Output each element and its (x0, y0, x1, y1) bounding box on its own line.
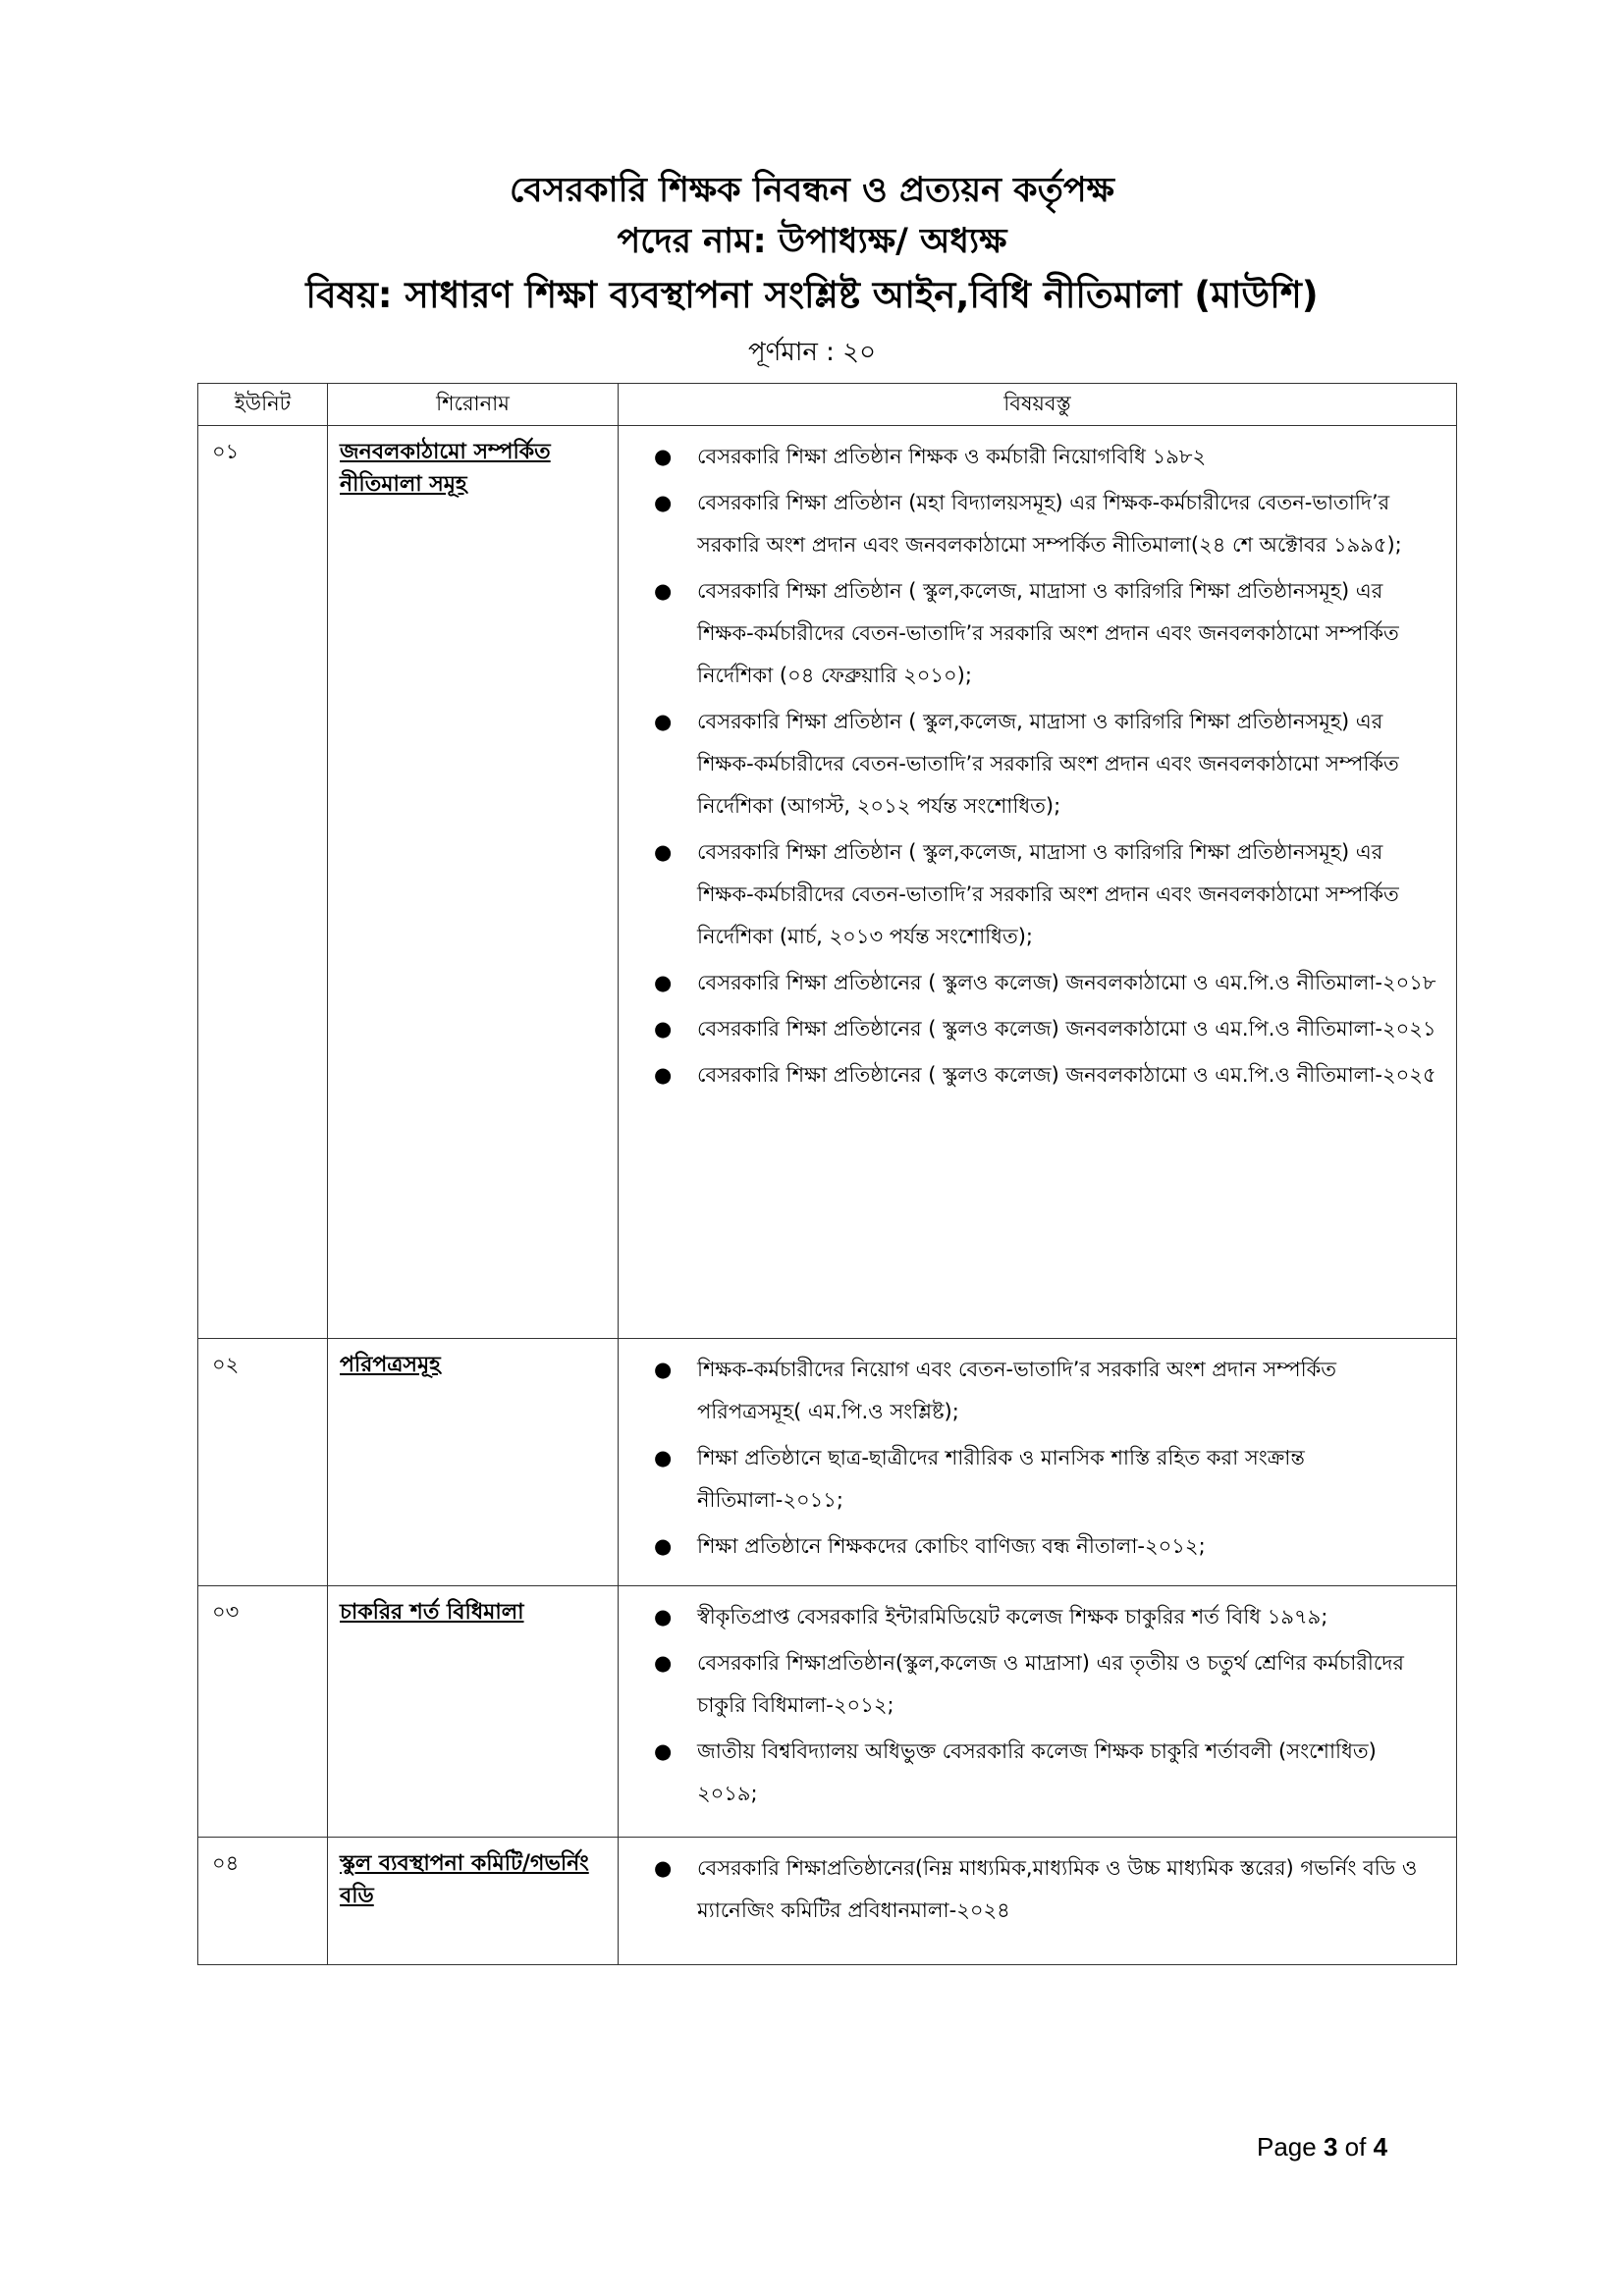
content-cell (619, 1838, 1457, 1965)
content-cell (619, 1339, 1457, 1586)
list-item-text: বেসরকারি শিক্ষা প্রতিষ্ঠান ( স্কুল,কলেজ, মাদ্রাসা ও কারিগরি শিক্ষা প্রতিষ্ঠানসমূহ) এর শিক্ষক-কর্মচারীদের বেতন-ভাতাদি’র সরকারি অংশ প্রদান এবং জনবলকাঠামো সম্পর্কিত নির্দেশিকা (আগস্ট, ২০১২ পর্যন্ত সংশোধিত); (697, 710, 1399, 818)
unit-cell: ০২ (198, 1339, 328, 1586)
list-item (638, 482, 1442, 566)
bullet-icon: ● (654, 1017, 673, 1041)
list-item (638, 570, 1442, 697)
page-label: Page (1257, 2132, 1317, 2162)
bullet-icon: ● (654, 1856, 673, 1880)
list-item-text: বেসরকারি শিক্ষা প্রতিষ্ঠানের ( স্কুলও কলেজ) জনবলকাঠামো ও এম.পি.ও নীতিমালা-২০১৮ (697, 971, 1436, 994)
list-item (638, 1525, 1442, 1568)
unit-cell: ০৪ (198, 1838, 328, 1965)
list-item-text: স্বীকৃতিপ্রাপ্ত বেসরকারি ইন্টারমিডিয়েট কলেজ শিক্ষক চাকুরির শর্ত বিধি ১৯৭৯; (697, 1605, 1328, 1629)
list-item (638, 962, 1442, 1004)
list-item (638, 1054, 1442, 1096)
bullet-icon: ● (654, 840, 673, 864)
bullet-icon: ● (654, 579, 673, 603)
content-list (638, 436, 1442, 1096)
unit-cell: ০১ (198, 426, 328, 1339)
list-item (638, 1642, 1442, 1727)
list-item-text: বেসরকারি শিক্ষাপ্রতিষ্ঠানের(নিম্ন মাধ্যমিক,মাধ্যমিক ও উচ্চ মাধ্যমিক স্তরের) গভর্নিং বডি ও ম্যানেজিং কমিটির প্রবিধানমালা-২০২৪ (697, 1856, 1418, 1922)
content-cell (619, 426, 1457, 1339)
bullet-icon: ● (654, 1605, 673, 1629)
title-cell (328, 1586, 619, 1838)
list-item-text: শিক্ষক-কর্মচারীদের নিয়োগ এবং বেতন-ভাতাদি’র সরকারি অংশ প্রদান সম্পর্কিত পরিপত্রসমূহ( এম.পি.ও সংশ্লিষ্ট); (697, 1358, 1337, 1423)
title-cell (328, 1838, 619, 1965)
list-item-text: বেসরকারি শিক্ষা প্রতিষ্ঠানের ( স্কুলও কলেজ) জনবলকাঠামো ও এম.পি.ও নীতিমালা-২০২৫ (697, 1063, 1436, 1087)
full-marks: পূর্ণমান : ২০ (748, 338, 876, 367)
list-item (638, 1847, 1442, 1932)
table-header-row (198, 384, 1457, 426)
page-footer (1257, 2132, 1387, 2163)
page-total: 4 (1373, 2132, 1388, 2162)
bullet-icon: ● (654, 710, 673, 733)
content-list (638, 1847, 1442, 1932)
title-cell (328, 1339, 619, 1586)
section-title: চাকরির শর্ত বিধিমালা (340, 1600, 524, 1625)
table-row (198, 1586, 1457, 1838)
content-cell (619, 1586, 1457, 1838)
bullet-icon: ● (654, 1446, 673, 1469)
list-item (638, 1596, 1442, 1638)
page-number: 3 (1323, 2132, 1338, 2162)
list-item (638, 831, 1442, 958)
list-item (638, 1349, 1442, 1433)
content-list (638, 1349, 1442, 1568)
list-item (638, 701, 1442, 828)
table-row (198, 426, 1457, 1339)
list-item-text: বেসরকারি শিক্ষা প্রতিষ্ঠান ( স্কুল,কলেজ, মাদ্রাসা ও কারিগরি শিক্ষা প্রতিষ্ঠানসমূহ) এর শিক্ষক-কর্মচারীদের বেতন-ভাতাদি’র সরকারি অংশ প্রদান এবং জনবলকাঠামো সম্পর্কিত নির্দেশিকা (মার্চ, ২০১৩ পর্যন্ত সংশোধিত); (697, 840, 1399, 948)
list-item (638, 1437, 1442, 1522)
section-title: জনবলকাঠামো সম্পর্কিত নীতিমালা সমূহ (340, 440, 551, 497)
bullet-icon: ● (654, 491, 673, 514)
header-unit: ইউনিট (198, 384, 328, 426)
list-item-text: জাতীয় বিশ্ববিদ্যালয় অধিভুক্ত বেসরকারি কলেজ শিক্ষক চাকুরি শর্তাবলী (সংশোধিত) ২০১৯; (697, 1739, 1377, 1805)
header-title: শিরোনাম (328, 384, 619, 426)
title-cell (328, 426, 619, 1339)
list-item (638, 1731, 1442, 1815)
bullet-icon: ● (654, 971, 673, 994)
syllabus-table (197, 383, 1457, 1965)
bullet-icon: ● (654, 1063, 673, 1087)
bullet-icon: ● (654, 1739, 673, 1763)
list-item-text: বেসরকারি শিক্ষা প্রতিষ্ঠান (মহা বিদ্যালয়সমূহ) এর শিক্ষক-কর্মচারীদের বেতন-ভাতাদি’র সরকারি অংশ প্রদান এবং জনবলকাঠামো সম্পর্কিত নীতিমালা(২৪ শে অক্টোবর ১৯৯৫); (697, 491, 1402, 557)
list-item-text: শিক্ষা প্রতিষ্ঠানে শিক্ষকদের কোচিং বাণিজ্য বন্ধ নীতালা-২০১২; (697, 1534, 1206, 1558)
unit-cell: ০৩ (198, 1586, 328, 1838)
table-row (198, 1339, 1457, 1586)
section-title: স্কুল ব্যবস্থাপনা কমিটি/গভর্নিং বডি (340, 1851, 589, 1908)
of-label: of (1344, 2132, 1367, 2162)
table-row (198, 1838, 1457, 1965)
section-title: পরিপত্রসমূহ (340, 1353, 441, 1377)
list-item (638, 1008, 1442, 1050)
bullet-icon: ● (654, 1651, 673, 1675)
bullet-icon: ● (654, 445, 673, 468)
list-item-text: বেসরকারি শিক্ষা প্রতিষ্ঠান ( স্কুল,কলেজ, মাদ্রাসা ও কারিগরি শিক্ষা প্রতিষ্ঠানসমূহ) এর শিক্ষক-কর্মচারীদের বেতন-ভাতাদি’র সরকারি অংশ প্রদান এবং জনবলকাঠামো সম্পর্কিত নির্দেশিকা (০৪ ফেব্রুয়ারি ২০১০); (697, 579, 1399, 687)
bullet-icon: ● (654, 1534, 673, 1558)
list-item (638, 436, 1442, 478)
subject-title: বিষয়: সাধারণ শিক্ষা ব্যবস্থাপনা সংশ্লিষ্ট আইন,বিধি নীতিমালা (মাউশি) (305, 274, 1319, 316)
document-header (0, 165, 1624, 375)
list-item-text: বেসরকারি শিক্ষাপ্রতিষ্ঠান(স্কুল,কলেজ ও মাদ্রাসা) এর তৃতীয় ও চতুর্থ শ্রেণির কর্মচারীদের চাকুরি বিধিমালা-২০১২; (697, 1651, 1404, 1717)
list-item-text: বেসরকারি শিক্ষা প্রতিষ্ঠানের ( স্কুলও কলেজ) জনবলকাঠামো ও এম.পি.ও নীতিমালা-২০২১ (697, 1017, 1436, 1041)
bullet-icon: ● (654, 1358, 673, 1381)
content-list (638, 1596, 1442, 1815)
list-item-text: শিক্ষা প্রতিষ্ঠানে ছাত্র-ছাত্রীদের শারীরিক ও মানসিক শাস্তি রহিত করা সংক্রান্ত নীতিমালা-২০১১; (697, 1446, 1305, 1512)
post-title: পদের নাম: উপাধ্যক্ষ/ অধ্যক্ষ (617, 222, 1007, 261)
list-item-text: বেসরকারি শিক্ষা প্রতিষ্ঠান শিক্ষক ও কর্মচারী নিয়োগবিধি ১৯৮২ (697, 445, 1207, 468)
authority-title: বেসরকারি শিক্ষক নিবন্ধন ও প্রত্যয়ন কর্তৃপক্ষ (509, 171, 1115, 210)
header-content: বিষয়বস্তু (619, 384, 1457, 426)
